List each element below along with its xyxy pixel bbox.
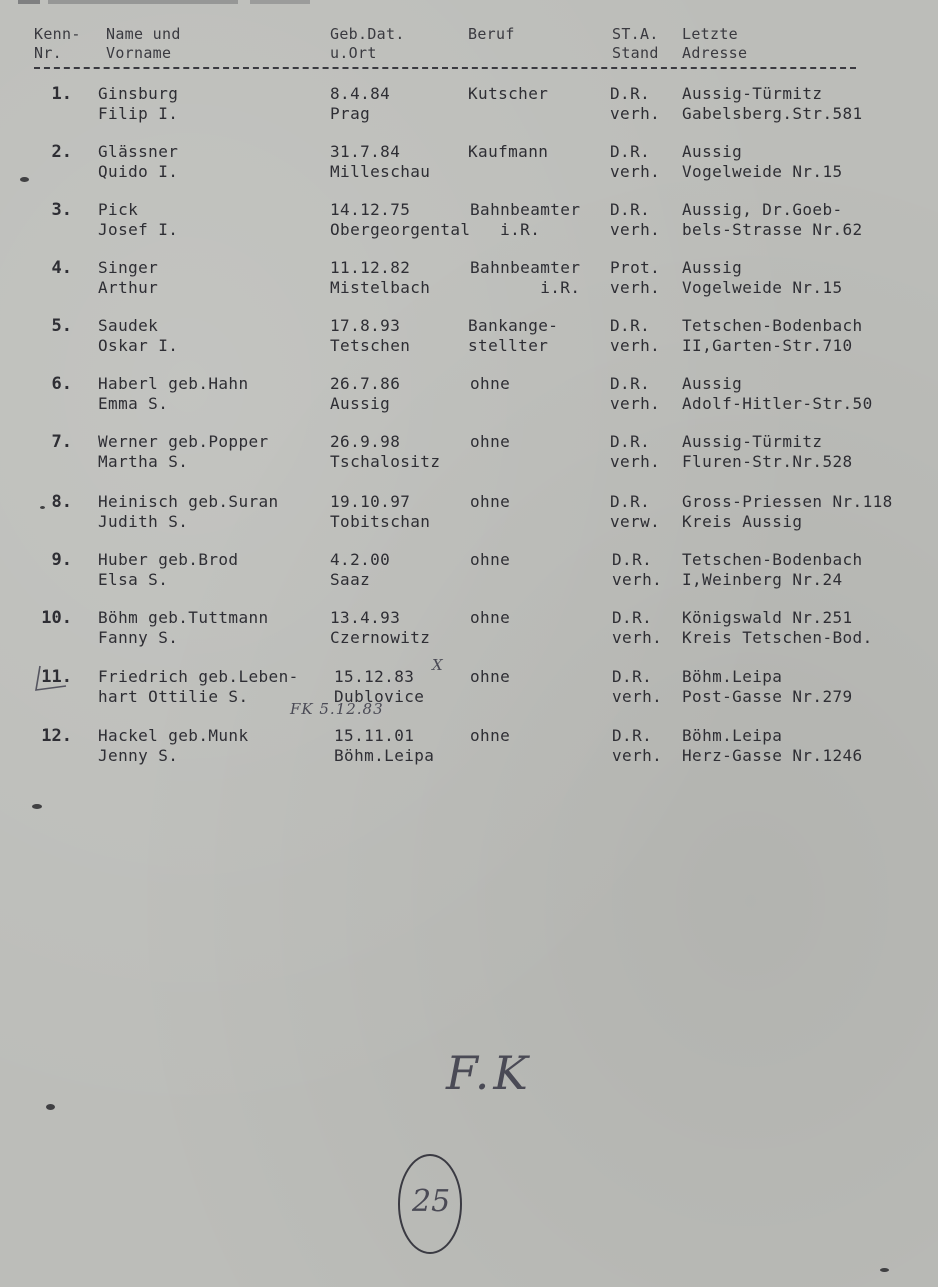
- header-kenn-nr: Kenn- Nr.: [34, 25, 81, 62]
- row-1-sta: D.R. verh.: [610, 84, 661, 123]
- row-12-sta: D.R. verh.: [612, 726, 663, 765]
- row-12-adresse: Böhm.Leipa Herz-Gasse Nr.1246: [682, 726, 863, 765]
- row-5-beruf: Bankange- stellter: [468, 316, 559, 355]
- row-7-beruf: ohne: [470, 432, 511, 451]
- row-11-beruf: ohne: [470, 667, 511, 686]
- row-6-adresse: Aussig Adolf-Hitler-Str.50: [682, 374, 873, 413]
- row-11-handwritten-bracket: [26, 660, 86, 700]
- row-3-adresse: Aussig, Dr.Goeb- bels-Strasse Nr.62: [682, 200, 863, 239]
- row-7-geb: 26.9.98 Tschalositz: [330, 432, 441, 471]
- circled-number-text: 25: [412, 1184, 451, 1219]
- row-1-number: 1.: [51, 84, 72, 104]
- row-12-geb: 15.11.01 Böhm.Leipa: [334, 726, 435, 765]
- row-1-adresse: Aussig-Türmitz Gabelsberg.Str.581: [682, 84, 863, 123]
- header-adresse: Letzte Adresse: [682, 25, 748, 62]
- row-4-name: Singer Arthur: [98, 258, 159, 297]
- row-3-sta: D.R. verh.: [610, 200, 661, 239]
- row-4-number: 4.: [51, 258, 72, 278]
- row-8-adresse: Gross-Priessen Nr.118 Kreis Aussig: [682, 492, 893, 531]
- row-11-number: 11.: [41, 667, 72, 687]
- row-10-name: Böhm geb.Tuttmann Fanny S.: [98, 608, 269, 647]
- row-12-name: Hackel geb.Munk Jenny S.: [98, 726, 249, 765]
- row-4-geb: 11.12.82 Mistelbach: [330, 258, 431, 297]
- row-8-sta: D.R. verw.: [610, 492, 661, 531]
- row-3-geb: 14.12.75 Obergeorgental: [330, 200, 471, 239]
- row-5-sta: D.R. verh.: [610, 316, 661, 355]
- header-geb: Geb.Dat. u.Ort: [330, 25, 405, 62]
- row-1-name: Ginsburg Filip I.: [98, 84, 179, 123]
- ink-mark: [32, 804, 42, 809]
- row-11-adresse: Böhm.Leipa Post-Gasse Nr.279: [682, 667, 853, 706]
- row-11-name: Friedrich geb.Leben- hart Ottilie S.: [98, 667, 299, 706]
- row-2-number: 2.: [51, 142, 72, 162]
- row-9-number: 9.: [51, 550, 72, 570]
- ink-mark: [46, 1104, 55, 1110]
- row-2-geb: 31.7.84 Milleschau: [330, 142, 431, 181]
- row-1-beruf: Kutscher: [468, 84, 549, 103]
- row-5-geb: 17.8.93 Tetschen: [330, 316, 411, 355]
- row-2-adresse: Aussig Vogelweide Nr.15: [682, 142, 843, 181]
- row-9-adresse: Tetschen-Bodenbach I,Weinberg Nr.24: [682, 550, 863, 589]
- row-8-number: 8.: [51, 492, 72, 512]
- row-3-name: Pick Josef I.: [98, 200, 179, 239]
- header-sta: ST.A. Stand: [612, 25, 659, 62]
- row-4-beruf: Bahnbeamter i.R.: [470, 258, 581, 297]
- row-10-beruf: ohne: [470, 608, 511, 627]
- row-2-sta: D.R. verh.: [610, 142, 661, 181]
- row-3-beruf: Bahnbeamter i.R.: [470, 200, 581, 239]
- ink-mark: [20, 177, 29, 182]
- row-7-adresse: Aussig-Türmitz Fluren-Str.Nr.528: [682, 432, 853, 471]
- row-12-beruf: ohne: [470, 726, 511, 745]
- row-9-name: Huber geb.Brod Elsa S.: [98, 550, 239, 589]
- row-10-adresse: Königswald Nr.251 Kreis Tetschen-Bod.: [682, 608, 873, 647]
- row-6-geb: 26.7.86 Aussig: [330, 374, 401, 413]
- row-8-name: Heinisch geb.Suran Judith S.: [98, 492, 279, 531]
- row-5-name: Saudek Oskar I.: [98, 316, 179, 355]
- ink-mark: [880, 1268, 889, 1272]
- row-10-geb: 13.4.93 Czernowitz: [330, 608, 431, 647]
- row-5-adresse: Tetschen-Bodenbach II,Garten-Str.710: [682, 316, 863, 355]
- row-7-sta: D.R. verh.: [610, 432, 661, 471]
- row-5-number: 5.: [51, 316, 72, 336]
- row-10-sta: D.R. verh.: [612, 608, 663, 647]
- row-4-sta: Prot. verh.: [610, 258, 661, 297]
- row-11-sta: D.R. verh.: [612, 667, 663, 706]
- row-4-adresse: Aussig Vogelweide Nr.15: [682, 258, 843, 297]
- row-3-number: 3.: [51, 200, 72, 220]
- row-11-handwritten-x: X: [432, 656, 443, 674]
- row-9-sta: D.R. verh.: [612, 550, 663, 589]
- handwritten-fk: F.K: [446, 1046, 532, 1100]
- row-10-number: 10.: [41, 608, 72, 628]
- row-6-number: 6.: [51, 374, 72, 394]
- row-8-beruf: ohne: [470, 492, 511, 511]
- row-6-name: Haberl geb.Hahn Emma S.: [98, 374, 249, 413]
- row-12-number: 12.: [41, 726, 72, 746]
- row-9-beruf: ohne: [470, 550, 511, 569]
- row-7-name: Werner geb.Popper Martha S.: [98, 432, 269, 471]
- ink-mark: [40, 506, 45, 509]
- top-edge-residue: [0, 0, 340, 8]
- row-7-number: 7.: [51, 432, 72, 452]
- row-11-handwritten-note: FK 5.12.83: [290, 700, 384, 718]
- header-divider: [34, 67, 856, 69]
- row-2-beruf: Kaufmann: [468, 142, 549, 161]
- row-1-geb: 8.4.84 Prag: [330, 84, 391, 123]
- row-2-name: Glässner Quido I.: [98, 142, 179, 181]
- row-6-beruf: ohne: [470, 374, 511, 393]
- row-8-geb: 19.10.97 Tobitschan: [330, 492, 431, 531]
- row-11-geb: 15.12.83 Dublovice: [334, 667, 425, 706]
- row-9-geb: 4.2.00 Saaz: [330, 550, 391, 589]
- row-6-sta: D.R. verh.: [610, 374, 661, 413]
- header-beruf: Beruf: [468, 25, 515, 43]
- header-name: Name und Vorname: [106, 25, 181, 62]
